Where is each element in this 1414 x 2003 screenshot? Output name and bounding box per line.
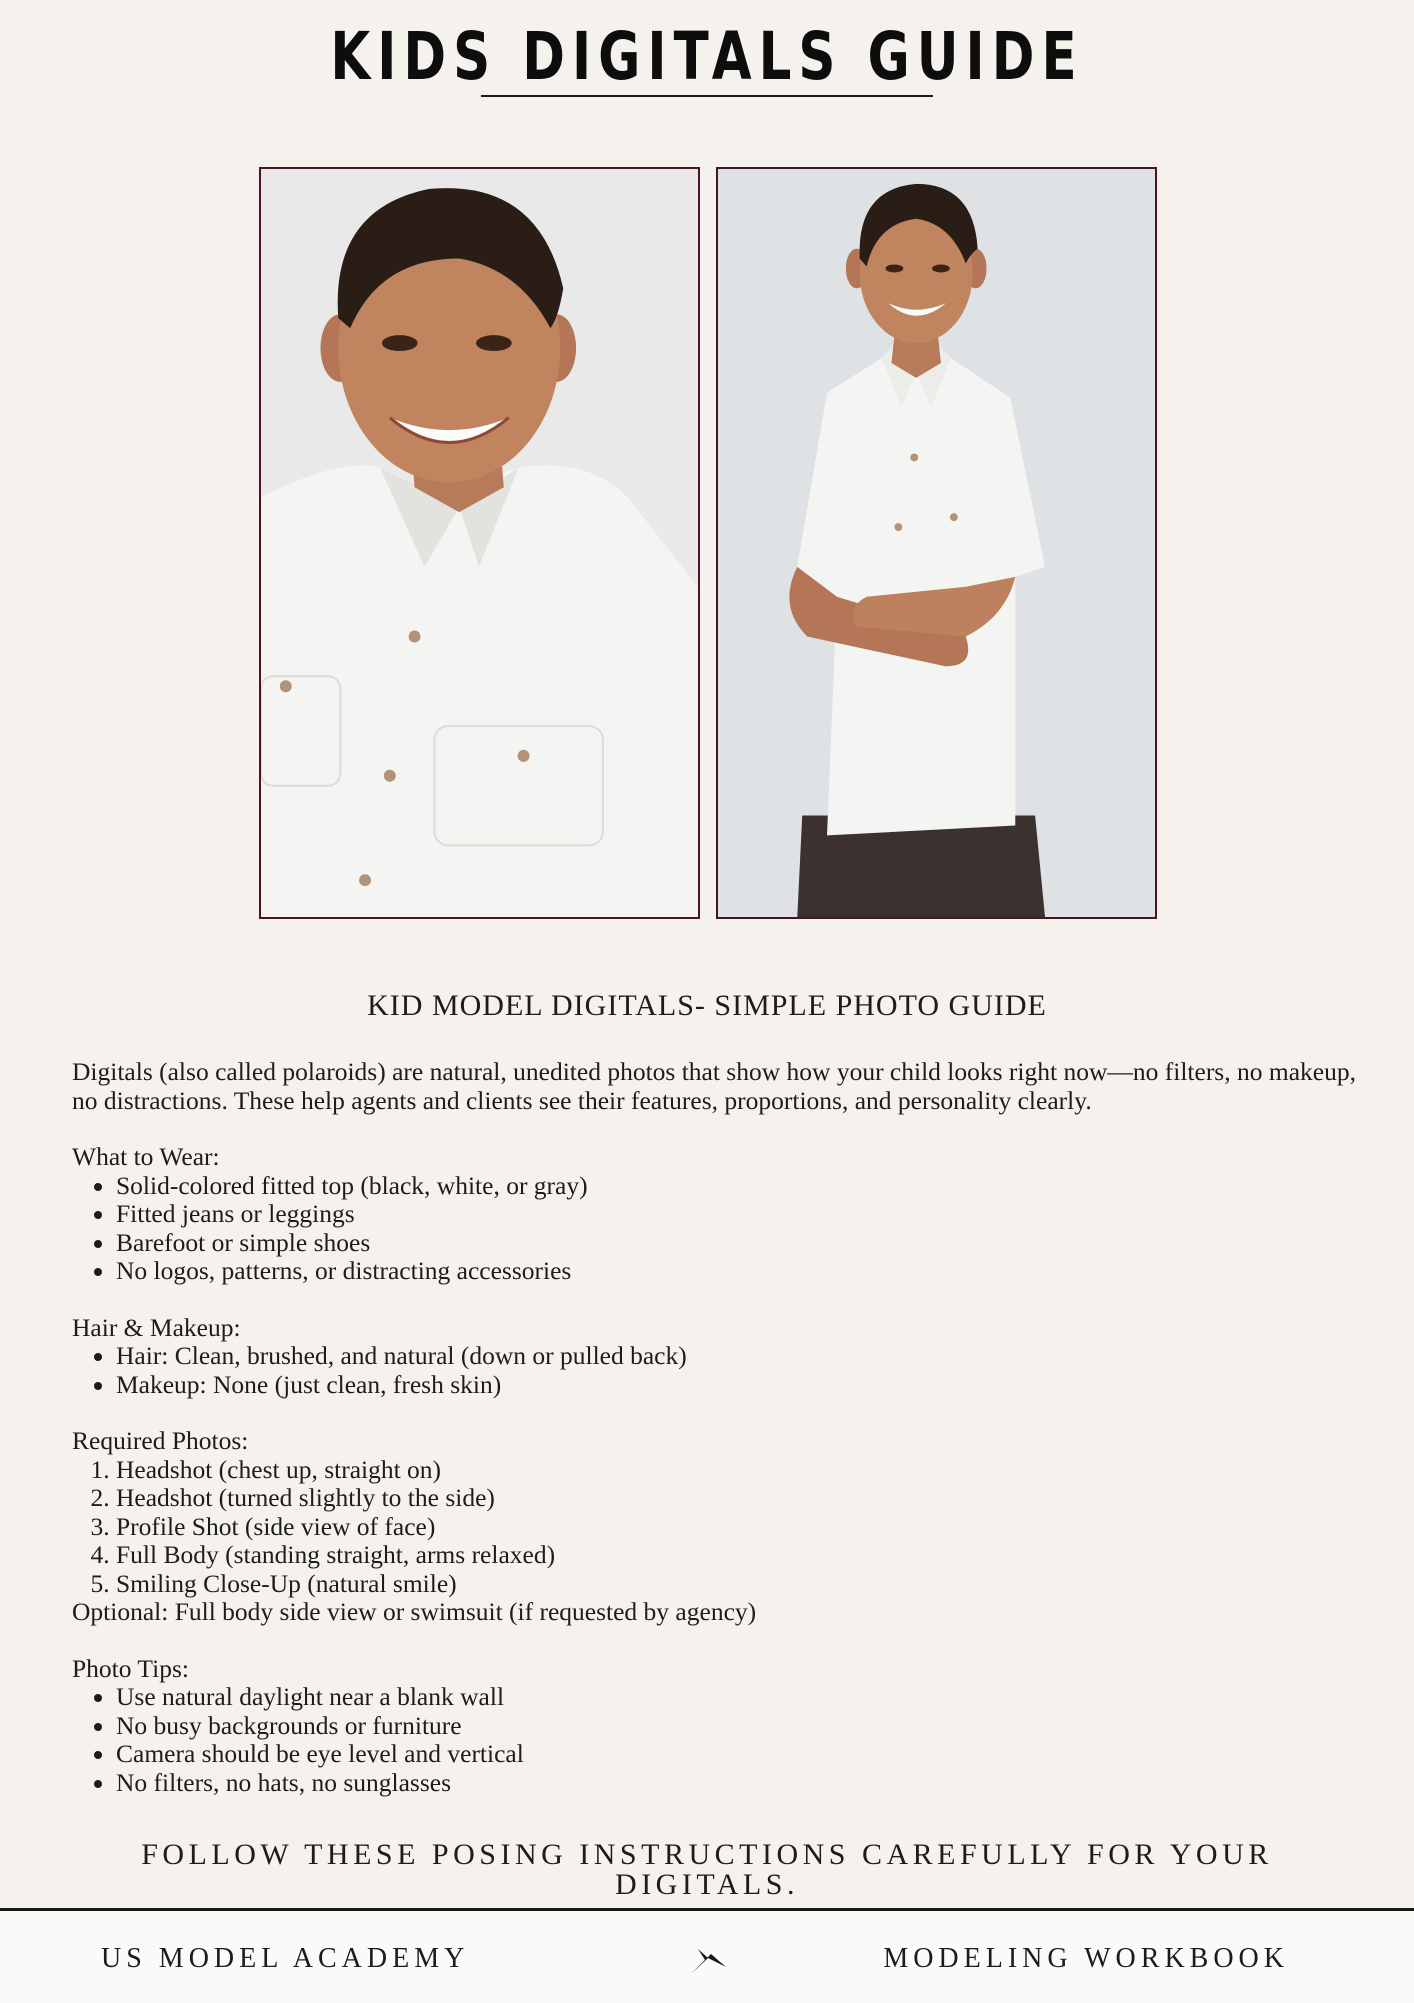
list-item: • Use natural daylight near a blank wall xyxy=(116,1683,1362,1712)
footer xyxy=(0,1908,1414,2003)
tips-list xyxy=(72,1683,1362,1797)
section-title: What to Wear: xyxy=(72,1142,220,1171)
title-underline xyxy=(481,95,933,97)
what-to-wear-section xyxy=(72,1143,1362,1286)
hair-list xyxy=(72,1342,1362,1399)
wear-list xyxy=(72,1172,1362,1286)
follow-instructions: FOLLOW THESE POSING INSTRUCTIONS CAREFULLY FOR YOUR DIGITALS. xyxy=(141,1838,1273,1901)
guide-content xyxy=(72,1058,1362,1797)
list-item: • Hair: Clean, brushed, and natural (down or pulled back) xyxy=(116,1342,1362,1371)
footer-brand: US MODEL ACADEMY xyxy=(101,1943,470,1974)
list-item: • No filters, no hats, no sunglasses xyxy=(116,1769,1362,1798)
headshot-photo xyxy=(259,167,700,919)
list-item: • Makeup: None (just clean, fresh skin) xyxy=(116,1371,1362,1400)
list-item: 4. Full Body (standing straight, arms relaxed) xyxy=(116,1541,1362,1570)
list-item: • Solid-colored fitted top (black, white, or gray) xyxy=(116,1172,1362,1201)
hair-makeup-section xyxy=(72,1314,1362,1400)
section-title: Required Photos: xyxy=(72,1426,249,1455)
section-title: Photo Tips: xyxy=(72,1653,189,1683)
list-item: • No busy backgrounds or furniture xyxy=(116,1712,1362,1741)
intro-paragraph: Digitals (also called polaroids) are natural, unedited photos that show how your child looks right now—no filters, no makeup, no distractions. These help agents and clients see their features, proportions, and personality clearly. xyxy=(72,1057,1356,1115)
footer-workbook: MODELING WORKBOOK xyxy=(883,1943,1289,1974)
list-item: 5. Smiling Close-Up (natural smile) xyxy=(116,1570,1362,1599)
list-item: • Barefoot or simple shoes xyxy=(116,1229,1362,1258)
list-item: 3. Profile Shot (side view of face) xyxy=(116,1513,1362,1542)
section-title: Hair & Makeup: xyxy=(72,1312,241,1342)
list-item: • Camera should be eye level and vertical xyxy=(116,1740,1362,1769)
optional-note: Optional: Full body side view or swimsuit (if requested by agency) xyxy=(72,1597,757,1626)
full-body-photo xyxy=(716,167,1157,919)
list-item: • Fitted jeans or leggings xyxy=(116,1200,1362,1229)
guide-heading: KID MODEL DIGITALS- SIMPLE PHOTO GUIDE xyxy=(367,989,1047,1022)
list-item: • No logos, patterns, or distracting accessories xyxy=(116,1257,1362,1286)
photo-tips-section xyxy=(72,1655,1362,1798)
required-list xyxy=(72,1456,1362,1599)
list-item: 1. Headshot (chest up, straight on) xyxy=(116,1456,1362,1485)
required-photos-section xyxy=(72,1427,1362,1627)
list-item: 2. Headshot (turned slightly to the side) xyxy=(116,1484,1362,1513)
page-title: KIDS DIGITALS GUIDE xyxy=(330,18,1084,95)
star-icon xyxy=(688,1937,728,1977)
